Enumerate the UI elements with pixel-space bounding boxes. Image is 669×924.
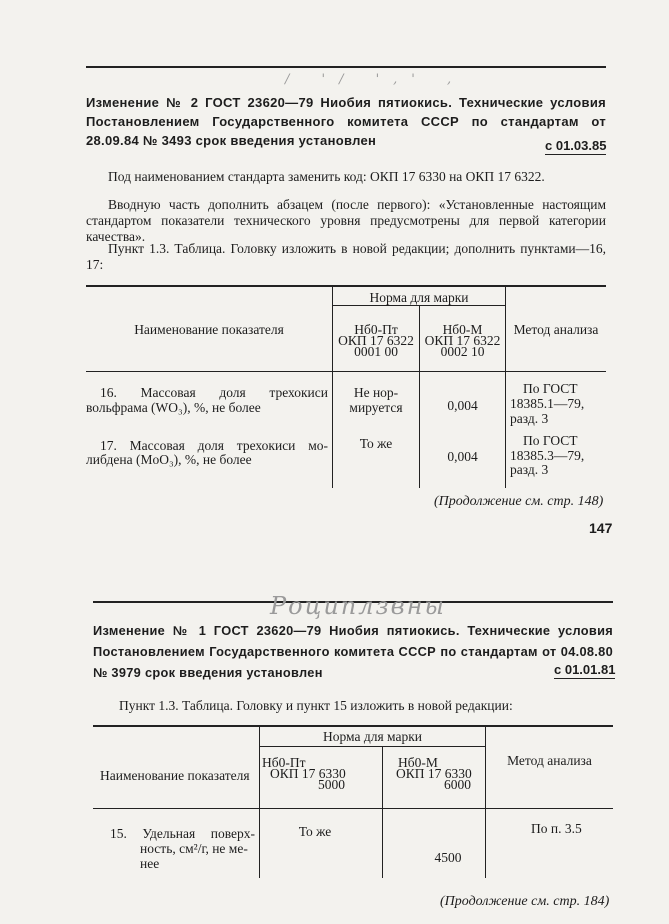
table-header-name: Наименование показателя xyxy=(100,768,250,783)
row-16-name-line-2: вольфрама (WO₃), %, не более xyxy=(86,400,261,415)
table-header-name: Наименование показателя xyxy=(134,322,284,337)
row-17-name-line-1: 17. Массовая доля трехокиси мо- xyxy=(100,438,328,453)
grade-2-name: Нб0-М xyxy=(442,322,483,337)
bottom-handwriting: Роциплзвны xyxy=(270,592,446,620)
paragraph-item-1-3-second: Пункт 1.3. Таблица. Головку и пункт 15 изложить в новой редакции: xyxy=(119,698,513,713)
row-16-grade-1-value-line-2: мируется xyxy=(349,400,403,415)
continuation-note-148: (Продолжение см. стр. 148) xyxy=(434,494,604,509)
grade-2-code: ОКП 17 6322 xyxy=(424,333,501,348)
grade-2-number: 6000 xyxy=(444,777,471,792)
change-1-effective-date: с 01.01.81 xyxy=(554,662,616,677)
grade-1-name: Нб0-Пт xyxy=(262,755,306,770)
change-1-title: Изменение № 1 ГОСТ 23620—79 Ниобия пятиокись. Технические условия Постановлением Государственного комитета СССР по стандартам от 04.08.80 № 3979 срок введения установлен xyxy=(93,623,613,680)
row-15-grade-1-value: То же xyxy=(298,824,332,839)
row-15-name-line-1: 15. Удельная поверх- xyxy=(110,826,255,841)
row-17-name-line-2: либдена (MoO₃), %, не более xyxy=(86,452,252,467)
row-16-name-line-1: 16. Массовая доля трехокиси xyxy=(100,385,328,400)
paragraph-code-change: Под наименованием стандарта заменить код: ОКП 17 6330 на ОКП 17 6322. xyxy=(108,169,545,184)
grade-2-code: ОКП 17 6330 xyxy=(396,766,472,781)
row-15-method: По п. 3.5 xyxy=(531,821,582,836)
table-header-norm: Норма для марки xyxy=(369,290,469,305)
row-16-grade-1-value-line-1: Не нор- xyxy=(353,385,399,400)
top-handwriting: / '/ ',' , xyxy=(285,72,466,87)
row-16-method-line-3: разд. 3 xyxy=(510,411,549,426)
grade-2-number: 0002 10 xyxy=(440,344,485,359)
row-17-method-line-2: 18385.3—79, xyxy=(510,448,585,463)
table-header-method: Метод анализа xyxy=(507,753,592,768)
continuation-note-184: (Продолжение см. стр. 184) xyxy=(440,894,610,909)
change-2-effective-date: с 01.03.85 xyxy=(545,138,607,153)
grade-1-number: 5000 xyxy=(318,777,345,792)
row-15-name-line-3: нее xyxy=(140,856,160,871)
row-16-method-line-1: По ГОСТ xyxy=(523,381,578,396)
paragraph-intro-addition: Вводную часть дополнить абзацем (после первого): «Установленные настоящим стандартом показатели технического уровня предусмотрены для первой категории качества». xyxy=(86,197,606,244)
paragraph-item-1-3: Пункт 1.3. Таблица. Головку изложить в новой редакции; дополнить пунктами—16, 17: xyxy=(86,241,606,272)
row-16-grade-2-value: 0,004 xyxy=(447,398,478,413)
row-16-method-line-2: 18385.1—79, xyxy=(510,396,585,411)
grade-1-name: Нб0-Пт xyxy=(354,322,398,337)
row-15-grade-2-value: 4500 xyxy=(434,850,462,865)
grade-1-code: ОКП 17 6322 xyxy=(338,333,414,348)
row-15-name-line-2: ность, см²/г, не ме- xyxy=(140,841,248,856)
page-number: 147 xyxy=(589,520,613,536)
grade-1-number: 0001 00 xyxy=(354,344,398,359)
top-rule xyxy=(86,66,606,68)
grade-1-code: ОКП 17 6330 xyxy=(270,766,346,781)
table-header-norm: Норма для марки xyxy=(322,729,423,744)
change-2-title: Изменение № 2 ГОСТ 23620—79 Ниобия пятиокись. Технические условия Постановлением Государственного комитета СССР по стандартам от 28.09.84 № 3493 срок введения установлен xyxy=(86,95,606,148)
row-17-method-line-1: По ГОСТ xyxy=(523,433,578,448)
table-header-method: Метод анализа xyxy=(513,322,599,337)
grade-2-name: Нб0-М xyxy=(398,755,438,770)
row-17-method-line-3: разд. 3 xyxy=(510,462,549,477)
row-17-grade-2-value: 0,004 xyxy=(447,449,478,464)
row-17-grade-1-value-line-1: То же xyxy=(359,436,393,451)
